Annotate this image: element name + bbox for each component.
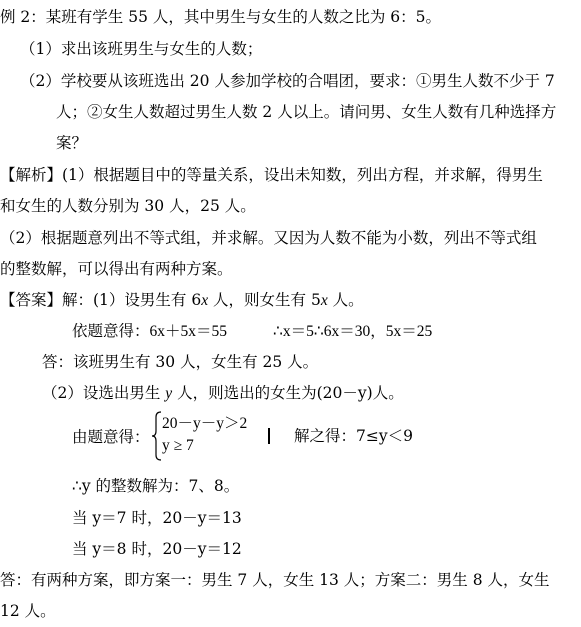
system-label: 由题意得：	[72, 428, 150, 446]
inequality-row-2: y ≥ 7	[162, 437, 194, 454]
final-answer-line-2: 12 人。	[0, 602, 56, 620]
analysis-line-1: 【解析】(1）根据题目中的等量关系，设出未知数，列出方程，并求解，得男生	[0, 166, 543, 184]
equation-line	[72, 320, 432, 343]
answer-part-1: 答：该班男生有 30 人，女生有 25 人。	[42, 353, 319, 371]
part-2-setup-prefix: （2）设选出男生	[42, 384, 166, 402]
case-y-8: 当 y＝8 时，20－y＝12	[72, 540, 242, 558]
inequality-row-1: 20－y－y＞2	[162, 415, 248, 432]
question-2-line-1: （2）学校要从该班选出 20 人参加学校的合唱团，要求：①男生人数不少于 7	[20, 72, 555, 90]
analysis-line-2: 和女生的人数分别为 30 人，25 人。	[0, 197, 256, 215]
answer-setup-var-x1: x	[201, 292, 209, 309]
answer-part-2-setup	[42, 382, 404, 405]
question-2-line-3: 案？	[56, 134, 88, 152]
case-y-7: 当 y＝7 时，20－y＝13	[72, 509, 242, 527]
question-1: （1）求出该班男生与女生的人数；	[20, 40, 263, 58]
question-2-line-2: 人；②女生人数超过男生人数 2 人以上。请问男、女生人数有几种选择方	[56, 103, 557, 121]
analysis-line-4: 的整数解，可以得出有两种方案。	[0, 260, 233, 278]
equation-label: 依题意得：	[72, 322, 150, 340]
solution-range: 解之得：7≤y＜9	[294, 427, 413, 445]
separator-bar	[268, 428, 270, 444]
answer-setup-mid: 人，则女生有 5	[208, 291, 321, 309]
integer-solutions: ∴y 的整数解为：7、8。	[72, 477, 240, 495]
part-2-setup-suffix: 人，则选出的女生为(20－y)人。	[172, 384, 404, 402]
analysis-line-3: （2）根据题意列出不等式组，并求解。又因为人数不能为小数，列出不等式组	[0, 229, 537, 247]
answer-setup-var-x2: x	[320, 292, 328, 309]
answer-setup-suffix: 人。	[327, 291, 364, 309]
final-answer-line-1: 答：有两种方案，即方案一：男生 7 人，女生 13 人；方案二：男生 8 人，女生	[0, 571, 550, 589]
answer-setup-line	[0, 289, 364, 312]
part-2-setup-var: y	[165, 385, 173, 402]
equation-expression: 6x＋5x＝55	[149, 323, 228, 340]
answer-setup-prefix: 【答案】解：(1）设男生有 6	[0, 291, 202, 309]
example-title-line: 例 2：某班有学生 55 人，其中男生与女生的人数之比为 6：5。	[0, 8, 442, 26]
equation-result: ∴x＝5∴6x＝30，5x＝25	[273, 323, 433, 340]
